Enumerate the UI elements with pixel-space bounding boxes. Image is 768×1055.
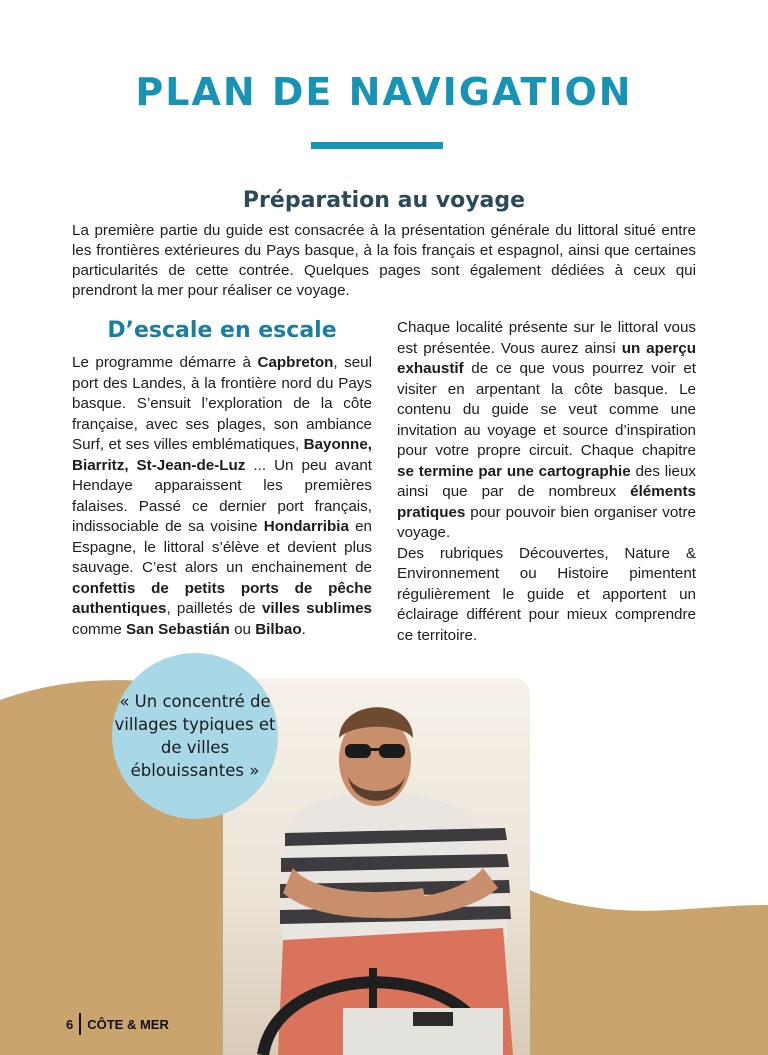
escale-paragraph	[72, 353, 372, 640]
page-title: PLAN DE NAVIGATION	[135, 70, 633, 114]
text-run: de ce que vous pourrez voir et visiter en arpentant la côte basque. Le contenu du guide se veut comme une invitation au voyage et source d’inspiration pour votre propre circuit. Chaque chapitre	[397, 360, 696, 459]
bold-run: San Sebastián	[126, 620, 230, 638]
right-paragraph-2: Des rubriques Découvertes, Nature & Environnement ou Histoire pimentent régulièrement le guide et apportent un éclairage différent pour mieux comprendre ce territoire.	[397, 544, 696, 644]
quote-bubble	[112, 653, 278, 819]
bold-run: un aperçu exhaustif	[397, 339, 696, 377]
text-run: .	[301, 620, 306, 638]
text-run: Chaque localité présente sur le littoral vous est présentée. Vous aurez ainsi	[397, 319, 696, 357]
right-paragraph-1	[397, 318, 696, 544]
footer-divider	[79, 1013, 81, 1035]
bold-run: Capbreton	[257, 354, 334, 371]
title-underline	[311, 142, 443, 149]
text-run: comme	[72, 620, 127, 638]
bold-run: Bayonne, Biarritz, St-Jean-de-Luz	[72, 436, 372, 474]
text-run: , pailletés de	[166, 600, 262, 617]
intro-paragraph: La première partie du guide est consacrée à la présentation générale du littoral situé entre les frontières extérieures du Pays basque, à la fois français et espagnol, ainsi que certaines particularités de cette contrée. Quelques pages sont également dédiées à ceux qui prendront la mer pour réaliser ce voyage.	[72, 222, 696, 299]
text-run: pour pouvoir bien organiser votre voyage.	[397, 503, 696, 541]
page-number: 6	[66, 1016, 74, 1032]
text-run: en Espagne, le littoral s’élève et devient plus sauvage. C’est alors un enchainement de	[72, 518, 373, 576]
escale-column	[72, 353, 372, 640]
text-run: Le programme démarre à	[72, 354, 258, 371]
bold-run: éléments pratiques	[397, 483, 696, 521]
right-column	[397, 318, 696, 646]
bold-run: Hondarribia	[263, 518, 349, 535]
text-run: ou	[229, 620, 256, 638]
bold-run: confettis de petits ports de pêche authentiques	[72, 579, 372, 617]
section-heading-escale: D’escale en escale	[107, 318, 337, 343]
text-run: ... Un peu avant Hendaye apparaissent les premières falaises. Passé ce dernier port français, indissociable de sa voisine	[72, 456, 372, 535]
quote-text: « Un concentré de villages typiques et de villes éblouissantes »	[114, 692, 276, 780]
section-name: CÔTE & MER	[87, 1016, 169, 1032]
bold-run: se termine par une cartographie	[397, 462, 631, 480]
text-run: des lieux ainsi que par de nombreux	[397, 462, 696, 500]
section-heading-preparation: Préparation au voyage	[242, 188, 526, 213]
bold-run: villes sublimes	[261, 600, 372, 617]
text-run: , seul port des Landes, à la frontière nord du Pays basque. S’ensuit l’exploration de la côte française, avec ses plages, son ambiance Surf, et ses villes emblématiques,	[72, 354, 372, 453]
bold-run: Bilbao	[255, 620, 302, 638]
page-footer	[66, 1013, 169, 1035]
